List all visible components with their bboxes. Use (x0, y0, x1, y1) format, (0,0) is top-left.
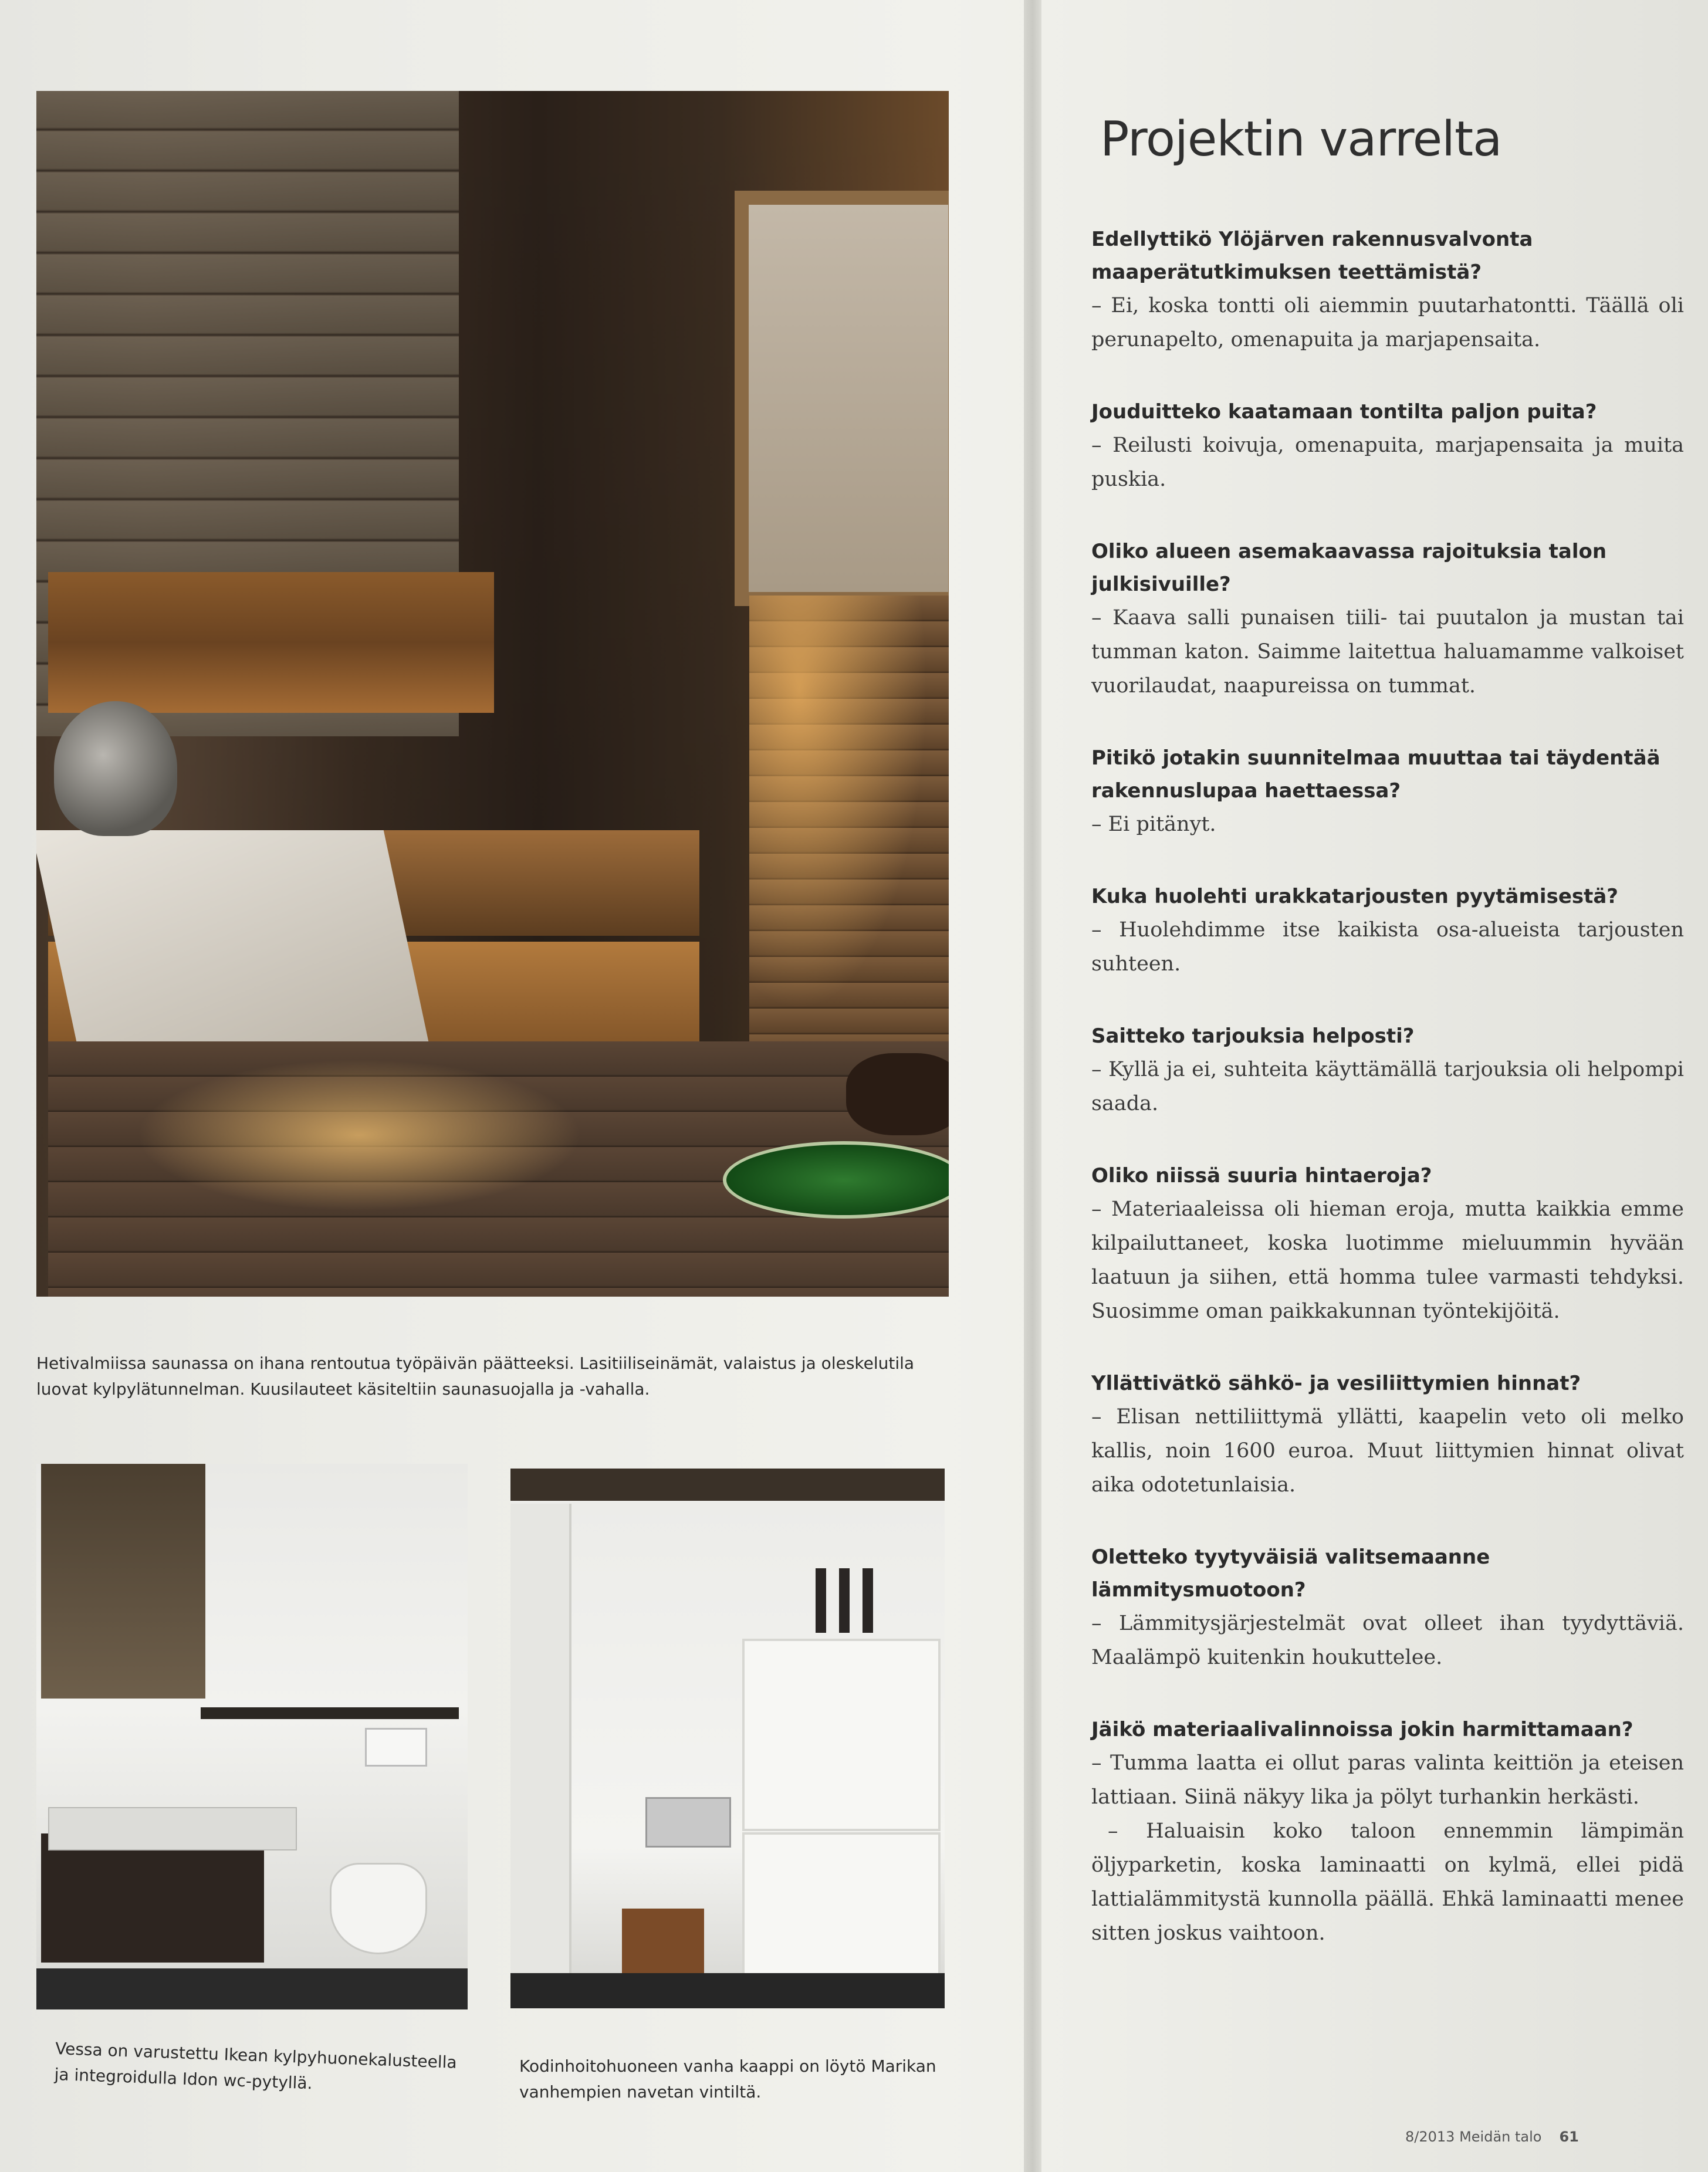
answer: – Ei, koska tontti oli aiemmin puutarhatontti. Täällä oli perunapelto, omenapuita ja marjapensaita. (1091, 294, 1684, 351)
wc-sink (48, 1807, 297, 1850)
answer: – Kaava salli punaisen tiili- tai puutalon ja mustan tai tumman katon. Saimme laitettua haluamamme valkoiset vuorilaudat, naapureissa on tummat. (1091, 606, 1684, 698)
wc-photo-caption: Vessa on varustettu Ikean kylpyhuonekalusteella ja integroidulla Idon wc-pytyllä. (54, 2038, 458, 2093)
utility-room-photo (510, 1469, 945, 2008)
wc-toilet (330, 1863, 427, 1954)
answer: – Lämmitysjärjestelmät ovat olleet ihan tyydyttäviä. Maalämpö kuitenkin houkuttelee. (1091, 1612, 1684, 1669)
utility-crate (622, 1909, 704, 1979)
utility-photo-caption: Kodinhoitohuoneen vanha kaappi on löytö Marikan vanhempien navetan vintiltä. (519, 2056, 936, 2102)
wc-photo (36, 1464, 468, 2009)
sauna-photo (36, 91, 949, 1297)
wc-cabinet (41, 1833, 264, 1963)
utility-cupboard-bottom (742, 1832, 941, 1984)
question: Kuka huolehti urakkatarjousten pyytämisestä? (1091, 885, 1619, 908)
question: Pitikö jotakin suunnitelmaa muuttaa tai täydentää rakennuslupaa haettaessa? (1091, 746, 1660, 803)
answer: – Elisan nettiliittymä yllätti, kaapelin veto oli melko kallis, noin 1600 euroa. Muut liittymien hinnat olivat aika odotetunlaisia. (1091, 1405, 1684, 1497)
question: Edellyttikö Ylöjärven rakennusvalvonta maaperätutkimuksen teettämistä? (1091, 228, 1533, 284)
sauna-photo-caption: Hetivalmiissa saunassa on ihana rentoutua työpäivän päätteeksi. Lasitiiliseinämät, valaistus ja oleskelutila luovat kylpylätunnelman. Kuusilauteet käsiteltiin saunasuojalla ja -vahalla. (36, 1354, 915, 1399)
qa-item (1091, 223, 1684, 357)
utility-sink (645, 1797, 731, 1848)
question: Saitteko tarjouksia helposti? (1091, 1024, 1415, 1048)
question: Jouduitteko kaatamaan tontilta paljon puita? (1091, 400, 1597, 424)
qa-item (1091, 535, 1684, 703)
question: Oletteko tyytyväisiä valitsemaanne lämmitysmuotoon? (1091, 1545, 1490, 1602)
wc-flush-plate (365, 1728, 427, 1767)
wc-mirror (41, 1464, 205, 1699)
page-number: 61 (1559, 2129, 1579, 2145)
answer: – Reilusti koivuja, omenapuita, marjapensaita ja muita puskia. (1091, 434, 1684, 491)
wc-shelf (201, 1707, 459, 1719)
page-gutter (1024, 0, 1041, 2172)
answer: – Kyllä ja ei, suhteita käyttämällä tarjouksia oli helpompi saada. (1091, 1058, 1684, 1115)
utility-vases (816, 1568, 886, 1633)
answer: – Tumma laatta ei ollut paras valinta keittiön ja eteisen lattiaan. Siinä näkyy lika ja pölyt turhankin herkästi. (1091, 1751, 1684, 1809)
qa-item (1091, 1159, 1684, 1328)
page-folio (1405, 2129, 1579, 2145)
article-title: Projektin varrelta (1100, 111, 1502, 167)
wc-floor (36, 1968, 468, 2009)
answer: – Haluaisin koko taloon ennemmin lämpimän öljyparketin, koska laminaatti on kylmä, ellei pidä lattialämmitystä kunnolla päällä. Ehkä laminaatti menee sitten joskus vaihtoon. (1091, 1819, 1684, 1945)
utility-door (510, 1504, 571, 1997)
sauna-heater (846, 1053, 949, 1135)
qa-item (1091, 880, 1684, 981)
sauna-backrest (48, 572, 494, 713)
article (1091, 111, 1684, 1989)
issue-label: 8/2013 Meidän talo (1405, 2129, 1542, 2145)
sauna-towel (36, 830, 428, 1041)
lantern (54, 701, 177, 836)
answer: – Materiaaleissa oli hieman eroja, mutta kaikkia emme kilpailuttaneet, koska luotimme mieluummin hyvään laatuun ja siihen, että homma tulee varmasti tehdyksi. Suosimme oman paikkakunnan työntekijöitä. (1091, 1197, 1684, 1323)
sauna-window (735, 191, 949, 606)
sauna-floor-light (136, 1059, 582, 1212)
answer: – Huolehdimme itse kaikista osa-alueista tarjousten suhteen. (1091, 918, 1684, 976)
qa-item (1091, 1367, 1684, 1502)
qa-item (1091, 395, 1684, 496)
qa-item (1091, 1020, 1684, 1121)
utility-floor (510, 1973, 945, 2008)
sauna-wall-light (749, 596, 949, 1065)
question: Oliko alueen asemakaavassa rajoituksia talon julkisivuille? (1091, 540, 1607, 596)
qa-item (1091, 1713, 1684, 1950)
question: Jäikö materiaalivalinnoissa jokin harmittamaan? (1091, 1718, 1633, 1741)
qa-item (1091, 1541, 1684, 1674)
qa-item (1091, 742, 1684, 841)
question: Oliko niissä suuria hintaeroja? (1091, 1164, 1432, 1188)
utility-cupboard-top (742, 1639, 941, 1831)
answer: – Ei pitänyt. (1091, 813, 1216, 836)
question: Yllättivätkö sähkö- ja vesiliittymien hinnat? (1091, 1372, 1581, 1395)
